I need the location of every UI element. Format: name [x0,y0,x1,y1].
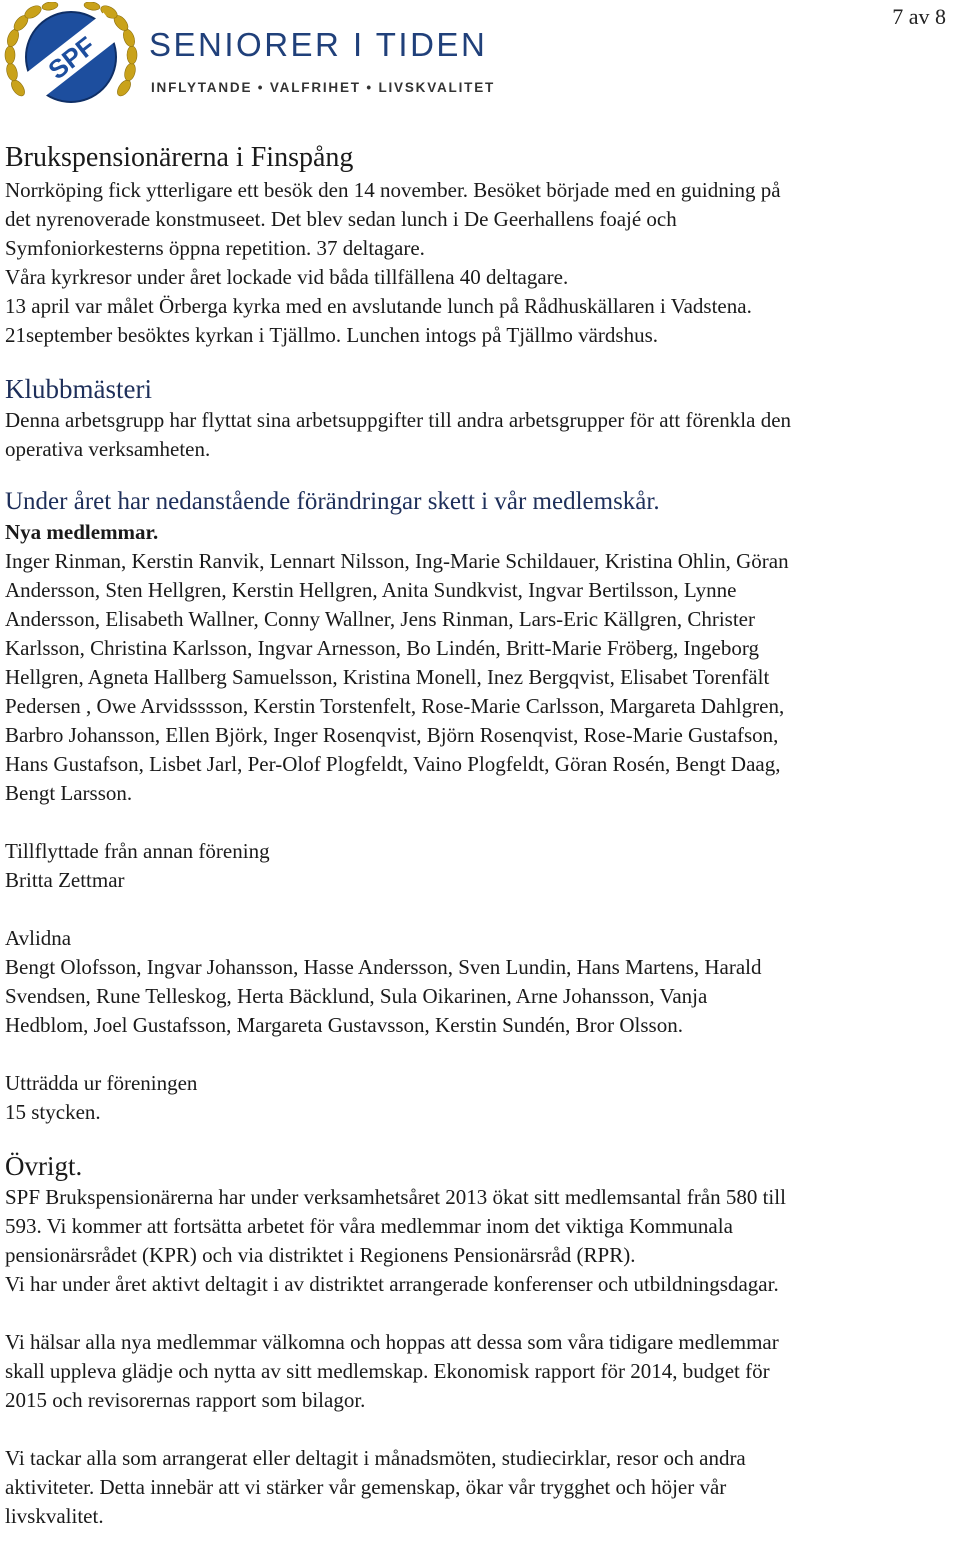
paragraph-line: Andersson, Elisabeth Wallner, Conny Wallner, Jens Rinman, Lars-Eric Källgren, Christer [5,607,755,631]
paragraph-line: Hellgren, Agneta Hallberg Samuelsson, Kristina Monell, Inez Bergqvist, Elisabet Torenfält [5,665,770,689]
paragraph-line: Norrköping fick ytterligare ett besök den 14 november. Besöket började med en guidning på [5,178,781,202]
heading-ovrigt: Övrigt. [5,1151,83,1181]
paragraph-line: Svendsen, Rune Telleskog, Herta Bäcklund, Sula Oikarinen, Arne Johansson, Vanja [5,984,708,1008]
paragraph-line: operativa verksamheten. [5,437,211,461]
heading-brukspensionarerna: Brukspensionärerna i Finspång [5,142,354,173]
heading-uttradda: Utträdda ur föreningen [5,1071,198,1095]
spf-badge-text: SPF [42,30,101,86]
paragraph-line: aktiviteter. Detta innebär att vi stärker vår gemenskap, ökar vår trygghet och höjer vår [5,1475,727,1499]
paragraph-line: 2015 och revisorernas rapport som bilagor. [5,1388,366,1412]
heading-tillflyttade: Tillflyttade från annan förening [5,839,270,863]
paragraph-line: livskvalitet. [5,1504,104,1528]
paragraph-line: 593. Vi kommer att fortsätta arbetet för våra medlemmar inom det viktiga Kommunala [5,1214,733,1238]
document-body [5,140,955,1531]
paragraph-line: 21september besöktes kyrkan i Tjällmo. Lunchen intogs på Tjällmo värdshus. [5,323,659,347]
paragraph-line: Vi tackar alla som arrangerat eller deltagit i månadsmöten, studiecirklar, resor och andra [5,1446,746,1470]
paragraph-line: Symfoniorkesterns öppna repetition. 37 deltagare. [5,236,425,260]
spf-emblem-icon [4,2,144,112]
paragraph-line: 15 stycken. [5,1100,101,1124]
paragraph-line: Vi har under året aktivt deltagit i av distriktet arrangerade konferenser och utbildningsdagar. [5,1272,779,1296]
page-number: 7 av 8 [892,4,946,29]
header-logo [4,2,564,112]
subheading-nya-medlemmar: Nya medlemmar. [5,520,159,544]
paragraph-line: Bengt Larsson. [5,781,133,805]
paragraph-line: 13 april var målet Örberga kyrka med en avslutande lunch på Rådhuskällaren i Vadstena. [5,294,752,318]
paragraph-line: pensionärsrådet (KPR) och via distriktet i Regionens Pensionärsråd (RPR). [5,1243,636,1267]
paragraph-line: Våra kyrkresor under året lockade vid båda tillfällena 40 deltagare. [5,265,569,289]
paragraph-line: SPF Brukspensionärerna har under verksamhetsåret 2013 ökat sitt medlemsantal från 580 till [5,1185,786,1209]
paragraph-line: Bengt Olofsson, Ingvar Johansson, Hasse Andersson, Sven Lundin, Hans Martens, Harald [5,955,762,979]
paragraph-line: Denna arbetsgrupp har flyttat sina arbetsuppgifter till andra arbetsgrupper för att förenkla den [5,408,792,432]
paragraph-line: Pedersen , Owe Arvidsssson, Kerstin Torstenfelt, Rose-Marie Carlsson, Margareta Dahlgren, [5,694,785,718]
paragraph-line: Andersson, Sten Hellgren, Kerstin Hellgren, Anita Sundkvist, Ingvar Bertilsson, Lynne [5,578,737,602]
paragraph-line: det nyrenoverade konstmuseet. Det blev sedan lunch i De Geerhallens foajé och [5,207,677,231]
paragraph-line: Britta Zettmar [5,868,125,892]
paragraph-line: Vi hälsar alla nya medlemmar välkomna och hoppas att dessa som våra tidigare medlemmar [5,1330,779,1354]
heading-medlemskar: Under året har nedanstående förändringar skett i vår medlemskår. [5,488,660,515]
logo-tagline: INFLYTANDE • VALFRIHET • LIVSKVALITET [151,80,496,95]
heading-klubbmasteri: Klubbmästeri [5,374,152,404]
heading-avlidna: Avlidna [5,926,72,950]
paragraph-line: Hedblom, Joel Gustafsson, Margareta Gustavsson, Kerstin Sundén, Bror Olsson. [5,1013,683,1037]
paragraph-line: skall uppleva glädje och nytta av sitt medlemskap. Ekonomisk rapport för 2014, budget för [5,1359,770,1383]
logo-title: SENIORER I TIDEN [149,26,488,63]
paragraph-line: Barbro Johansson, Ellen Björk, Inger Rosenqvist, Björn Rosenqvist, Rose-Marie Gustafson, [5,723,779,747]
paragraph-line: Hans Gustafson, Lisbet Jarl, Per-Olof Plogfeldt, Vaino Plogfeldt, Göran Rosén, Bengt Daag, [5,752,781,776]
paragraph-line: Inger Rinman, Kerstin Ranvik, Lennart Nilsson, Ing-Marie Schildauer, Kristina Ohlin, Göran [5,549,789,573]
paragraph-line: Karlsson, Christina Karlsson, Ingvar Arnesson, Bo Lindén, Britt-Marie Fröberg, Ingeborg [5,636,759,660]
